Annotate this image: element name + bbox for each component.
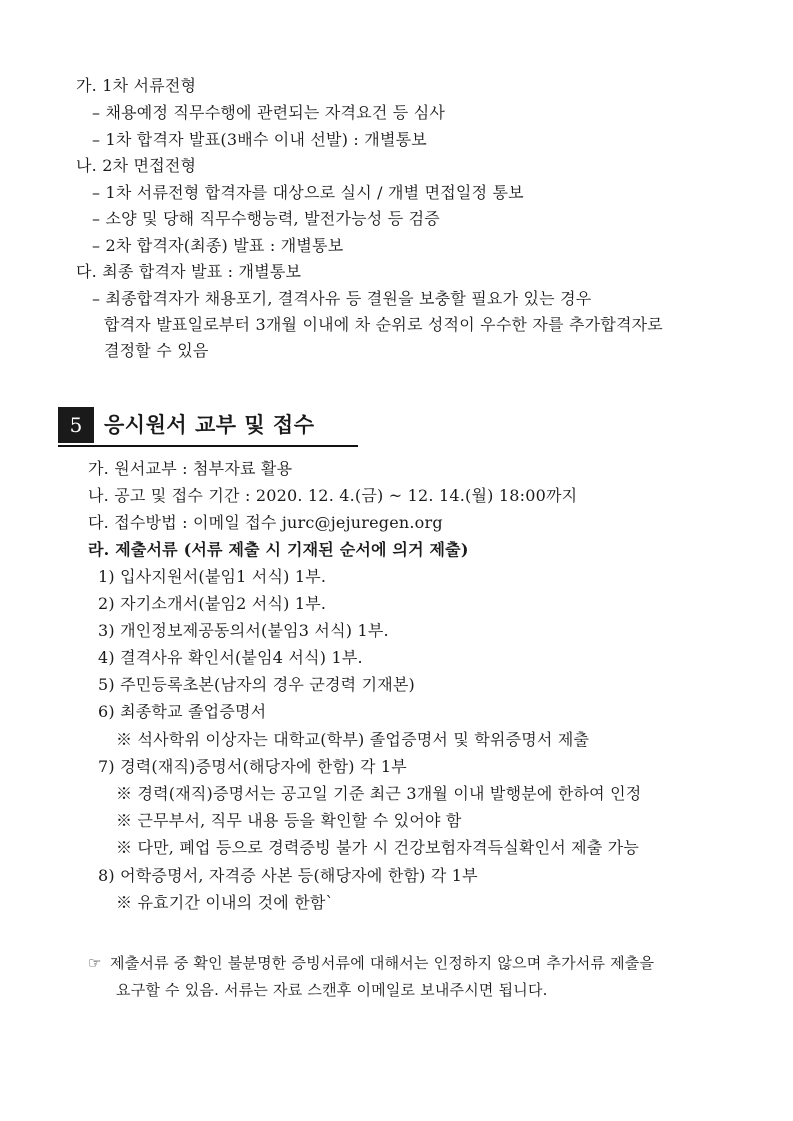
pointing-hand-icon: ☞ <box>88 954 102 972</box>
doc-note: ※ 근무부서, 직무 내용 등을 확인할 수 있어야 함 <box>116 811 462 830</box>
step-c-item-1-line-1: – 최종합격자가 채용포기, 결격사유 등 결원을 보충할 필요가 있는 경우 <box>92 289 592 308</box>
step-a-title: 가. 1차 서류전형 <box>76 76 197 95</box>
s5-c: 다. 접수방법 : 이메일 접수 jurc@jejuregen.org <box>88 513 443 532</box>
doc-note: ※ 다만, 폐업 등으로 경력증빙 불가 시 건강보험자격득실확인서 제출 가능 <box>116 838 640 857</box>
doc-item: 5) 주민등록초본(남자의 경우 군경력 기재본) <box>98 675 416 694</box>
footnote-line-1 <box>88 953 654 973</box>
footnote-text-1: 제출서류 중 확인 불분명한 증빙서류에 대해서는 인정하지 않으며 추가서류 제출을 <box>110 954 655 972</box>
step-a-item-1: – 채용예정 직무수행에 관련되는 자격요건 등 심사 <box>92 103 446 122</box>
doc-item: 4) 결격사유 확인서(붙임4 서식) 1부. <box>98 648 363 667</box>
doc-item: 1) 입사지원서(붙임1 서식) 1부. <box>98 567 327 586</box>
section-title: 응시원서 교부 및 접수 <box>104 413 315 437</box>
step-c-title: 다. 최종 합격자 발표 : 개별통보 <box>76 262 302 281</box>
step-c-item-1-line-3: 결정할 수 있음 <box>104 341 209 360</box>
step-b-item-2: – 소양 및 당해 직무수행능력, 발전가능성 등 검증 <box>92 209 440 228</box>
doc-item: 6) 최종학교 졸업증명서 <box>98 702 267 721</box>
footnote-line-2: 요구할 수 있음. 서류는 자료 스캔후 이메일로 보내주시면 됩니다. <box>116 981 548 999</box>
s5-d: 라. 제출서류 (서류 제출 시 기재된 순서에 의거 제출) <box>88 540 469 559</box>
step-a-item-2: – 1차 합격자 발표(3배수 이내 선발) : 개별통보 <box>92 130 427 149</box>
step-b-title: 나. 2차 면접전형 <box>76 156 197 175</box>
doc-item: 7) 경력(재직)증명서(해당자에 한함) 각 1부 <box>98 757 407 776</box>
section-header <box>58 405 358 447</box>
doc-note: ※ 석사학위 이상자는 대학교(학부) 졸업증명서 및 학위증명서 제출 <box>116 730 590 749</box>
s5-a: 가. 원서교부 : 첨부자료 활용 <box>88 459 293 478</box>
step-b-item-1: – 1차 서류전형 합격자를 대상으로 실시 / 개별 면접일정 통보 <box>92 183 524 202</box>
step-b-item-3: – 2차 합격자(최종) 발표 : 개별통보 <box>92 236 344 255</box>
step-c-item-1-line-2: 합격자 발표일로부터 3개월 이내에 차 순위로 성적이 우수한 자를 추가합격자로 <box>104 315 663 334</box>
doc-note: ※ 경력(재직)증명서는 공고일 기준 최근 3개월 이내 발행분에 한하여 인정 <box>116 784 642 803</box>
s5-b: 나. 공고 및 접수 기간 : 2020. 12. 4.(금) ~ 12. 14.(월) 18:00까지 <box>88 486 578 505</box>
doc-note: ※ 유효기간 이내의 것에 한함` <box>116 893 334 912</box>
doc-item: 8) 어학증명서, 자격증 사본 등(해당자에 한함) 각 1부 <box>98 866 478 885</box>
section-number-badge: 5 <box>58 407 94 443</box>
doc-item: 2) 자기소개서(붙임2 서식) 1부. <box>98 594 327 613</box>
doc-item: 3) 개인정보제공동의서(붙임3 서식) 1부. <box>98 621 389 640</box>
